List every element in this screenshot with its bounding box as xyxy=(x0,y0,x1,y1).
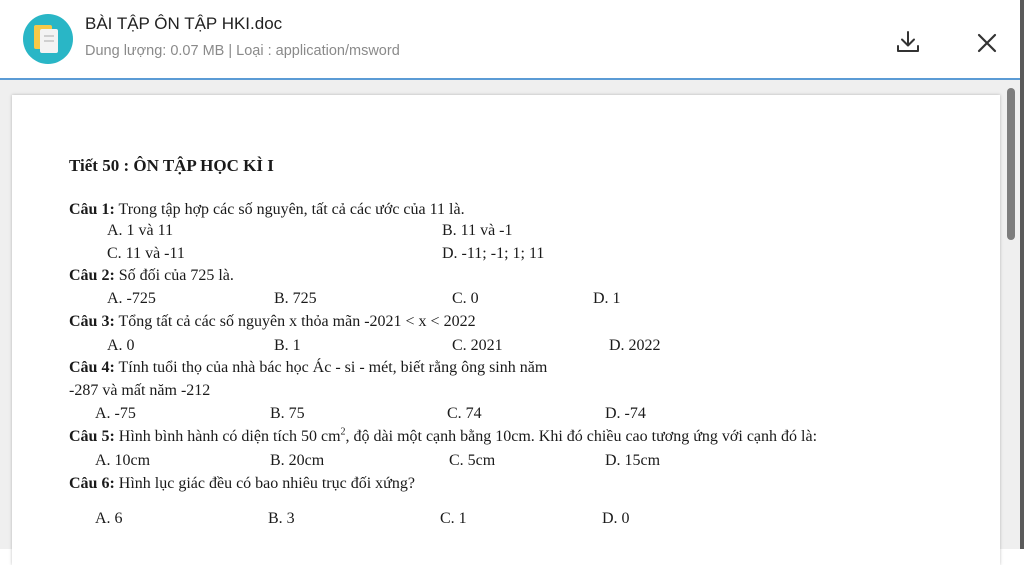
vertical-scrollbar[interactable] xyxy=(1007,88,1015,240)
q1-option-c: C. 11 và -11 xyxy=(107,245,185,262)
question-3: Câu 3: Tổng tất cả các số nguyên x thỏa mãn -2021 < x < 2022 xyxy=(69,313,476,330)
q3-option-c: C. 2021 xyxy=(452,337,503,354)
window-edge xyxy=(1020,0,1024,549)
close-button[interactable] xyxy=(974,30,1002,58)
q5-option-a: A. 10cm xyxy=(95,452,151,469)
file-header xyxy=(0,0,1024,80)
question-2: Câu 2: Số đối của 725 là. xyxy=(69,267,234,284)
q4-option-a: A. -75 xyxy=(95,405,136,422)
download-icon xyxy=(894,28,922,56)
question-4-continued: -287 và mất năm -212 xyxy=(69,382,211,399)
file-meta: Dung lượng: 0.07 MB | Loại : application/msword xyxy=(85,43,400,59)
q3-option-b: B. 1 xyxy=(274,337,301,354)
q1-option-b: B. 11 và -1 xyxy=(442,222,513,239)
q6-option-c: C. 1 xyxy=(440,510,467,527)
file-name: BÀI TẬP ÔN TẬP HKI.doc xyxy=(85,14,283,33)
document-page xyxy=(12,95,1000,565)
question-5: Câu 5: Hình bình hành có diện tích 50 $cm^2$, độ dài một cạnh bằng 10cm. Khi đó chiều cao tương ứng với cạnh đó là: xyxy=(69,426,818,445)
q2-option-a: A. -725 xyxy=(107,290,156,307)
document-title: Tiết 50 : ÔN TẬP HỌC KÌ I xyxy=(69,156,274,175)
document-file-icon xyxy=(23,14,73,64)
download-button[interactable] xyxy=(894,28,922,56)
q6-option-b: B. 3 xyxy=(268,510,295,527)
question-4: Câu 4: Tính tuổi thọ của nhà bác học Ác - si - mét, biết rằng ông sinh năm xyxy=(69,359,548,376)
question-1: Câu 1: Trong tập hợp các số nguyên, tất cả các ước của 11 là. xyxy=(69,201,465,218)
q2-option-b: B. 725 xyxy=(274,290,317,307)
q5-option-d: D. 15cm xyxy=(605,452,661,469)
close-icon xyxy=(974,30,1000,56)
q2-option-c: C. 0 xyxy=(452,290,479,307)
q2-option-d: D. 1 xyxy=(593,290,621,307)
q4-option-b: B. 75 xyxy=(270,405,305,422)
q6-option-d: D. 0 xyxy=(602,510,630,527)
question-6: Câu 6: Hình lục giác đều có bao nhiêu trục đối xứng? xyxy=(69,475,415,492)
q4-option-c: C. 74 xyxy=(447,405,482,422)
q1-option-a: A. 1 và 11 xyxy=(107,222,174,239)
document-viewer[interactable] xyxy=(0,80,1024,549)
q3-option-d: D. 2022 xyxy=(609,337,661,354)
q1-option-d: D. -11; -1; 1; 11 xyxy=(442,245,545,262)
q5-option-b: B. 20cm xyxy=(270,452,325,469)
q3-option-a: A. 0 xyxy=(107,337,135,354)
q6-option-a: A. 6 xyxy=(95,510,123,527)
q5-option-c: C. 5cm xyxy=(449,452,496,469)
q4-option-d: D. -74 xyxy=(605,405,646,422)
